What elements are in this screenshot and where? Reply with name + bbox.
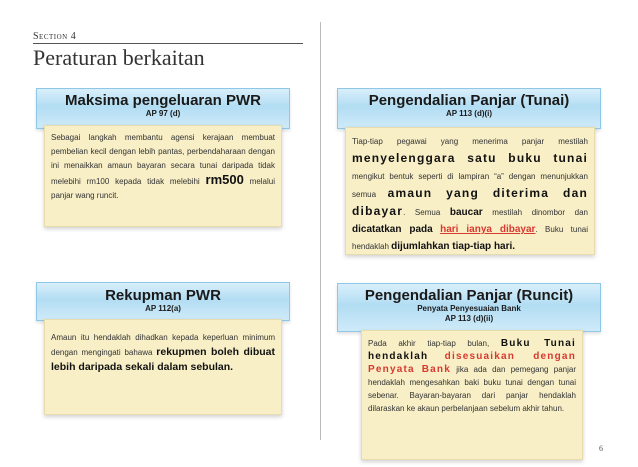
petty-advance-ref: AP 113 (d)(ii) — [444, 314, 494, 323]
cash-advance-text: Tiap-tiap pegawai yang menerima panjar mestilah menyelenggara satu buku tunai mengikut bentuk seperti di lampiran “a” dengan menunjukkan semua amaun yang diterima dan dibayar. Semua baucar mestilah dinombor dan dicatatkan pada hari ianya dibayar. Buku tunai hendaklah dijumlahkan tiap-tiap hari. — [352, 137, 588, 252]
pwr-recoup-card — [44, 319, 282, 415]
page-title: Peraturan berkaitan — [33, 45, 205, 70]
pwr-limit-text: Sebagai langkah membantu agensi kerajaan membuat pembelian kecil dengan lebih pantas, perbendaharaan dengan ini menaikkan amaun bayaran secara tunai daripada tidak melebihi rm100 kepada tidak melebihi rm500 melalui panjar wang runcit. — [51, 133, 275, 200]
pwr-limit-ref: AP 97 (d) — [145, 109, 181, 118]
pwr-limit-card — [44, 125, 282, 227]
cash-advance-header — [337, 88, 601, 129]
pwr-limit-amount: rm500 — [205, 172, 244, 187]
cash-advance-title: Pengendalian Panjar (Tunai) — [368, 92, 570, 109]
pwr-recoup-title: Rekupman PWR — [105, 287, 221, 304]
cash-advance-card — [345, 127, 595, 255]
cash-advance-ref: AP 113 (d)(i) — [445, 109, 493, 118]
pwr-limit-title: Maksima pengeluaran PWR — [65, 92, 261, 109]
pwr-recoup-ref: AP 112(a) — [145, 304, 181, 313]
pwr-limit-header — [36, 88, 290, 129]
pwr-recoup-emphasis: rekupmen boleh dibuat lebih daripada sekali dalam sebulan. — [51, 346, 275, 373]
page-number: 6 — [599, 444, 603, 453]
petty-advance-subtitle: Penyata Penyesuaian Bank — [417, 304, 521, 313]
petty-advance-title: Pengendalian Panjar (Runcit) — [364, 287, 574, 304]
pwr-recoup-header — [36, 282, 290, 321]
petty-advance-header — [337, 283, 601, 332]
column-divider — [320, 22, 321, 440]
section-label: Section 4 — [33, 31, 77, 42]
section-divider — [33, 43, 303, 44]
petty-advance-text: Pada akhir tiap-tiap bulan, Buku Tunai hendaklah disesuaikan dengan Penyata Bank jika ada dan pemegang panjar hendaklah mengesahkan baki buku tunai dengan tunai sebenar. Bayaran-bayaran dari panjar hendaklah dilaraskan ke akaun perbelanjaan sebelum akhir tahun. — [368, 338, 576, 413]
petty-advance-card — [361, 330, 583, 460]
pwr-recoup-text: Amaun itu hendaklah dihadkan kepada keperluan minimum dengan mengingati bahawa rekupmen boleh dibuat lebih daripada sekali dalam sebulan. — [51, 333, 275, 373]
